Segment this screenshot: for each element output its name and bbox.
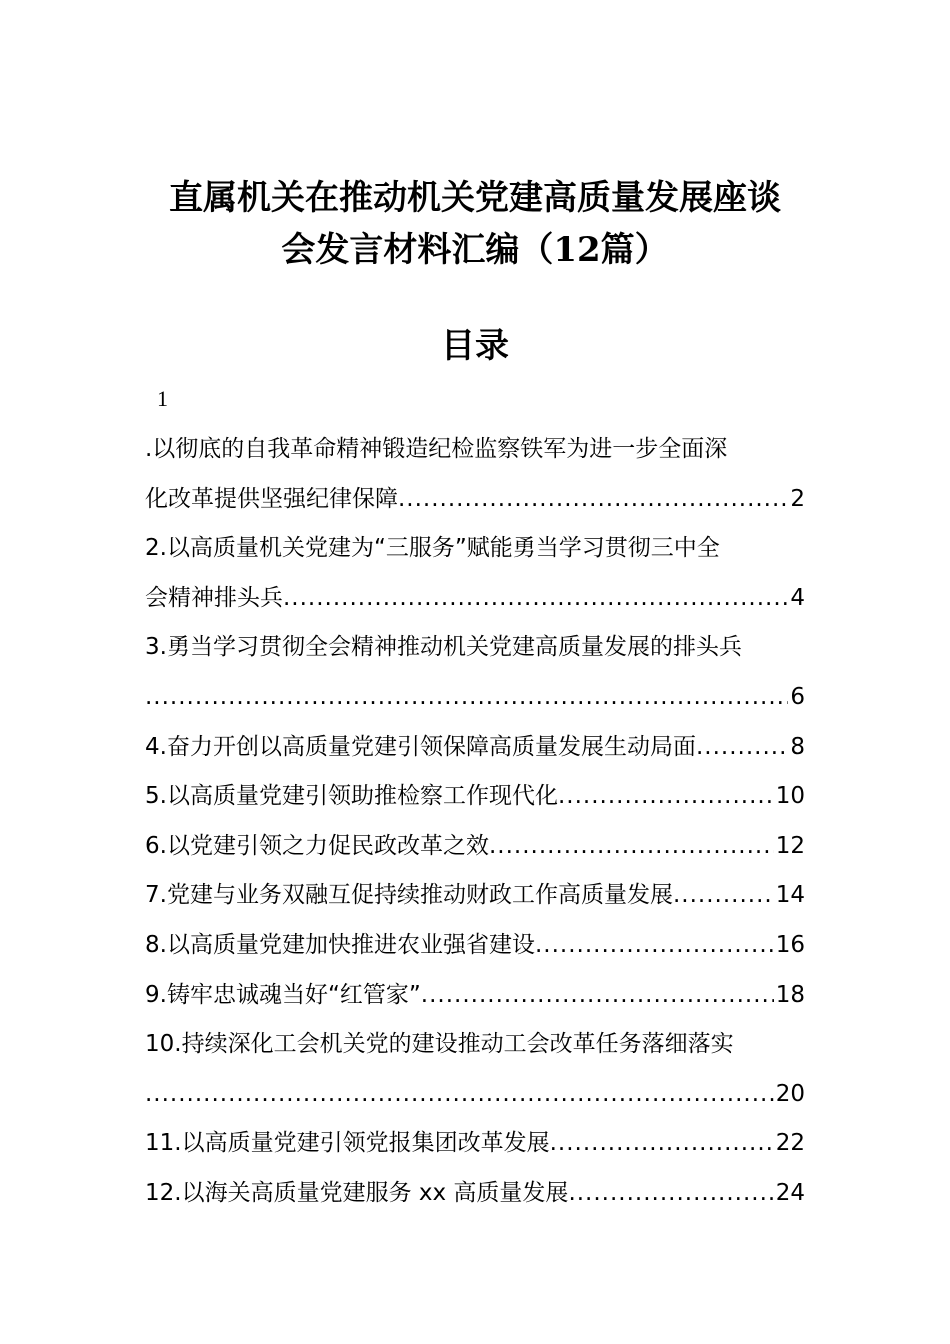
toc-page-number: 6 [790,683,805,710]
toc-entry-line [145,475,805,525]
toc-leader-dots [673,871,774,921]
toc-entry-title: 8.以高质量党建加快推进农业强省建设 [145,931,535,958]
toc-page-number: 4 [790,584,805,611]
toc-page-number: 8 [790,733,805,760]
toc-leader-dots [283,574,788,624]
toc-entry-title: 会精神排头兵 [145,584,283,611]
toc-leader-dots [568,1169,773,1219]
toc-heading: 目录 [441,326,509,366]
toc-entry-line [145,1119,805,1169]
document-title-line-1: 直属机关在推动机关党建高质量发展座谈 [169,178,781,218]
toc-entry-title: 2.以高质量机关党建为“三服务”赋能勇当学习贯彻三中全 [145,535,720,562]
toc-entry-line [145,1020,805,1070]
toc-entry-title: 11.以高质量党建引领党报集团改革发展 [145,1130,550,1157]
toc-entry-line [145,425,805,475]
toc-leader-dots [421,971,774,1021]
toc-entry-line [145,772,805,822]
toc-entry[interactable] [145,623,805,722]
toc-page-number: 24 [775,1179,805,1206]
toc-page-number: 20 [775,1080,805,1107]
toc-entry[interactable] [145,1020,805,1119]
toc-entry-title: 6.以党建引领之力促民政改革之效 [145,832,489,859]
toc-marker: 1 [157,386,168,411]
toc-entry[interactable] [145,822,805,872]
toc-page-number: 2 [790,485,805,512]
table-of-contents [145,425,805,1219]
toc-entry-line [145,921,805,971]
toc-entry[interactable] [145,921,805,971]
document-title [145,172,805,276]
toc-entry-line [145,1169,805,1219]
toc-leader-dots [145,1070,774,1120]
toc-entry-title: 4.奋力开创以高质量党建引领保障高质量发展生动局面 [145,733,696,760]
toc-entry-line [145,971,805,1021]
toc-leader-dots [398,475,788,525]
toc-leader-dots [145,673,788,723]
toc-entry[interactable] [145,1119,805,1169]
toc-entry[interactable] [145,723,805,773]
toc-leader-dots [696,723,788,773]
toc-leader-dots [550,1119,774,1169]
toc-entry[interactable] [145,524,805,623]
toc-entry-title: 化改革提供坚强纪律保障 [145,485,398,512]
toc-entry[interactable] [145,772,805,822]
toc-entry[interactable] [145,425,805,524]
toc-entry-line [145,1070,805,1120]
toc-entry-line [145,723,805,773]
toc-entry-line [145,673,805,723]
toc-entry-title: .以彻底的自我革命精神锻造纪检监察铁军为进一步全面深 [145,436,728,462]
toc-entry-title: 7.党建与业务双融互促持续推动财政工作高质量发展 [145,882,673,909]
toc-entry-title: 5.以高质量党建引领助推检察工作现代化 [145,783,558,810]
toc-page-number: 14 [775,882,805,909]
document-title-line-2: 会发言材料汇编（12篇） [281,230,669,270]
toc-entry-title: 3.勇当学习贯彻全会精神推动机关党建高质量发展的排头兵 [145,634,742,661]
toc-leader-dots [558,772,774,822]
toc-entry-line [145,822,805,872]
toc-page-number: 22 [775,1130,805,1157]
toc-leader-dots [535,921,774,971]
toc-entry[interactable] [145,871,805,921]
toc-entry-title: 10.持续深化工会机关党的建设推动工会改革任务落细落实 [145,1031,734,1058]
toc-entry-title: 12.以海关高质量党建服务 xx 高质量发展 [145,1179,569,1206]
toc-entry[interactable] [145,1169,805,1219]
toc-page-number: 12 [775,832,805,859]
toc-leader-dots [489,822,774,872]
toc-page-number: 18 [775,981,805,1008]
toc-entry-line [145,524,805,574]
toc-page-number: 16 [775,931,805,958]
toc-entry-line [145,871,805,921]
toc-entry[interactable] [145,971,805,1021]
toc-page-number: 10 [775,783,805,810]
toc-entry-line [145,623,805,673]
toc-entry-title: 9.铸牢忠诚魂当好“红管家” [145,981,421,1008]
toc-entry-line [145,574,805,624]
